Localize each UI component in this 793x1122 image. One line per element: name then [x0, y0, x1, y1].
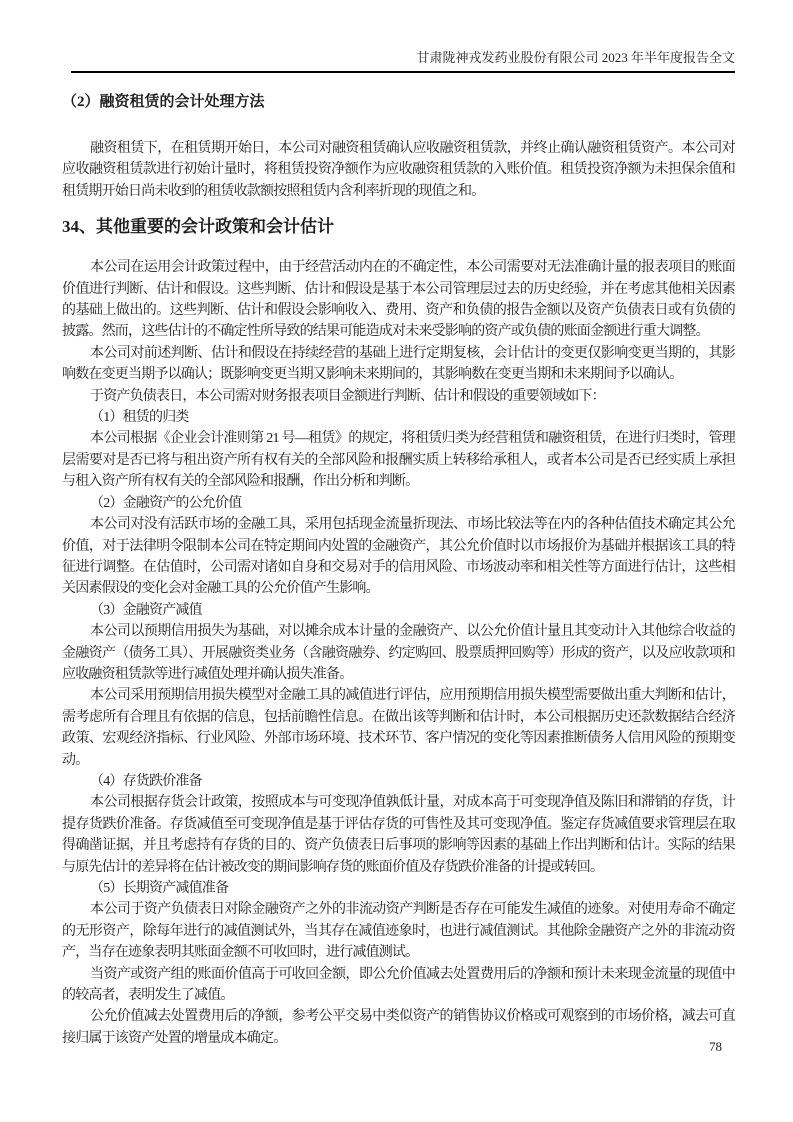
heading-finance-lease-accounting: （2）融资租赁的会计处理方法	[62, 94, 265, 110]
page-number: 78	[709, 1039, 722, 1054]
paragraph-periodic-review: 本公司对前述判断、估计和假设在持续经营的基础上进行定期复核，会计估计的变更仅影响变更当期的，其影响数在变更当期予以确认；既影响变更当期又影响未来期间的，其影响数在变更当期和未来期间予以确认。	[62, 345, 735, 383]
paragraph-inventory-provision: 本公司根据存货会计政策，按照成本与可变现净值孰低计量，对成本高于可变现净值及陈旧和滞销的存货，计提存货跌价准备。存货减值至可变现净值是基于评估存货的可售性及其可变现净值。鉴定存货减值要求管理层在取得确凿证据，并且考虑持有存货的目的、资产负债表日后事项的影响等因素的基础上作出判断和估计。实际的结果与原先估计的差异将在估计被改变的期间影响存货的账面价值及存货跌价准备的计提或转回。	[62, 795, 735, 875]
document-body	[62, 93, 735, 1049]
header-rule	[71, 71, 735, 73]
subitem-heading-lease-classification: （1）租赁的归类	[90, 410, 189, 426]
paragraph-finance-lease: 融资租赁下，在租赁期开始日，本公司对融资租赁确认应收融资租赁款，并终止确认融资租赁资产。本公司对应收融资租赁款进行初始计量时，将租赁投资净额作为应收融资租赁款的入账价值。租赁投资净额为未担保余值和租赁期开始日尚未收到的租赁收款额按照租赁内含利率折现的现值之和。	[62, 141, 735, 199]
page-header	[62, 50, 735, 66]
paragraph-expected-credit-loss-model: 本公司采用预期信用损失模型对金融工具的减值进行评估，应用预期信用损失模型需要做出重大判断和估计，需考虑所有合理且有依据的信息，包括前瞻性信息。在做出该等判断和估计时，本公司根据历史还款数据结合经济政策、宏观经济指标、行业风险、外部市场环境、技术环节、客户情况的变化等因素推断债务人信用风险的预期变动。	[62, 688, 735, 768]
subitem-heading-financial-impairment: （3）金融资产减值	[90, 602, 202, 618]
section-heading-other-policies: 34、其他重要的会计政策和会计估计	[62, 217, 334, 237]
report-title: 甘肃陇神戎发药业股份有限公司 2023 年半年度报告全文	[416, 50, 735, 65]
paragraph-recoverable-amount: 当资产或资产组的账面价值高于可收回金额，即公允价值减去处置费用后的净额和预计未来现金流量的现值中的较高者，表明发生了减值。	[62, 966, 735, 1004]
subitem-heading-fair-value: （2）金融资产的公允价值	[90, 495, 242, 511]
paragraph-expected-credit-loss-scope: 本公司以预期信用损失为基础，对以摊余成本计量的金融资产、以公允价值计量且其变动计入其他综合收益的金融资产（债务工具）、开展融资类业务（含融资融券、约定购回、股票质押回购等）形成的资产，以及应收款项和应收融资租赁款等进行减值处理并确认损失准备。	[62, 624, 735, 682]
paragraph-lease-classification: 本公司根据《企业会计准则第 21 号—租赁》的规定，将租赁归类为经营租赁和融资租赁，在进行归类时，管理层需要对是否已将与租出资产所有权有关的全部风险和报酬实质上转移给承租人，或者本公司是否已经实质上承担与租入资产所有权有关的全部风险和报酬，作出分析和判断。	[62, 431, 735, 490]
subitem-heading-inventory-provision: （4）存货跌价准备	[90, 773, 202, 789]
paragraph-fair-value: 本公司对没有活跃市场的金融工具，采用包括现金流量折现法、市场比较法等在内的各种估值技术确定其公允价值，对于法律明令限制本公司在特定期间内处置的金融资产，其公允价值时以市场报价为基础并根据该工具的特征进行调整。在估值时，公司需对诸如自身和交易对手的信用风险、市场波动率和相关性等方面进行估计，这些相关因素假设的变化会对金融工具的公允价值产生影响。	[62, 517, 735, 597]
paragraph-key-areas-intro: 于资产负债表日，本公司需对财务报表项目金额进行判断、估计和假设的重要领域如下：	[90, 388, 605, 404]
subitem-heading-longterm-impairment: （5）长期资产减值准备	[90, 881, 229, 896]
paragraph-longterm-impairment: 本公司于资产负债表日对除金融资产之外的非流动资产判断是否存在可能发生减值的迹象。对使用寿命不确定的无形资产，除每年进行的减值测试外，当其存在减值迹象时，也进行减值测试。其他除金融资产之外的非流动资产，当存在迹象表明其账面金额不可收回时，进行减值测试。	[62, 902, 735, 961]
paragraph-uncertainty: 本公司在运用会计政策过程中，由于经营活动内在的不确定性，本公司需要对无法准确计量的报表项目的账面价值进行判断、估计和假设。这些判断、估计和假设是基于本公司管理层过去的历史经验，并在考虑其他相关因素的基础上做出的。这些判断、估计和假设会影响收入、费用、资产和负债的报告金额以及资产负债表日或有负债的披露。然而，这些估计的不确定性所导致的结果可能造成对未来受影响的资产或负债的账面金额进行重大调整。	[62, 260, 735, 340]
paragraph-fair-value-less-cost: 公允价值减去处置费用后的净额，参考公平交易中类似资产的销售协议价格或可观察到的市场价格，减去可直接归属于该资产处置的增量成本确定。	[62, 1009, 735, 1046]
